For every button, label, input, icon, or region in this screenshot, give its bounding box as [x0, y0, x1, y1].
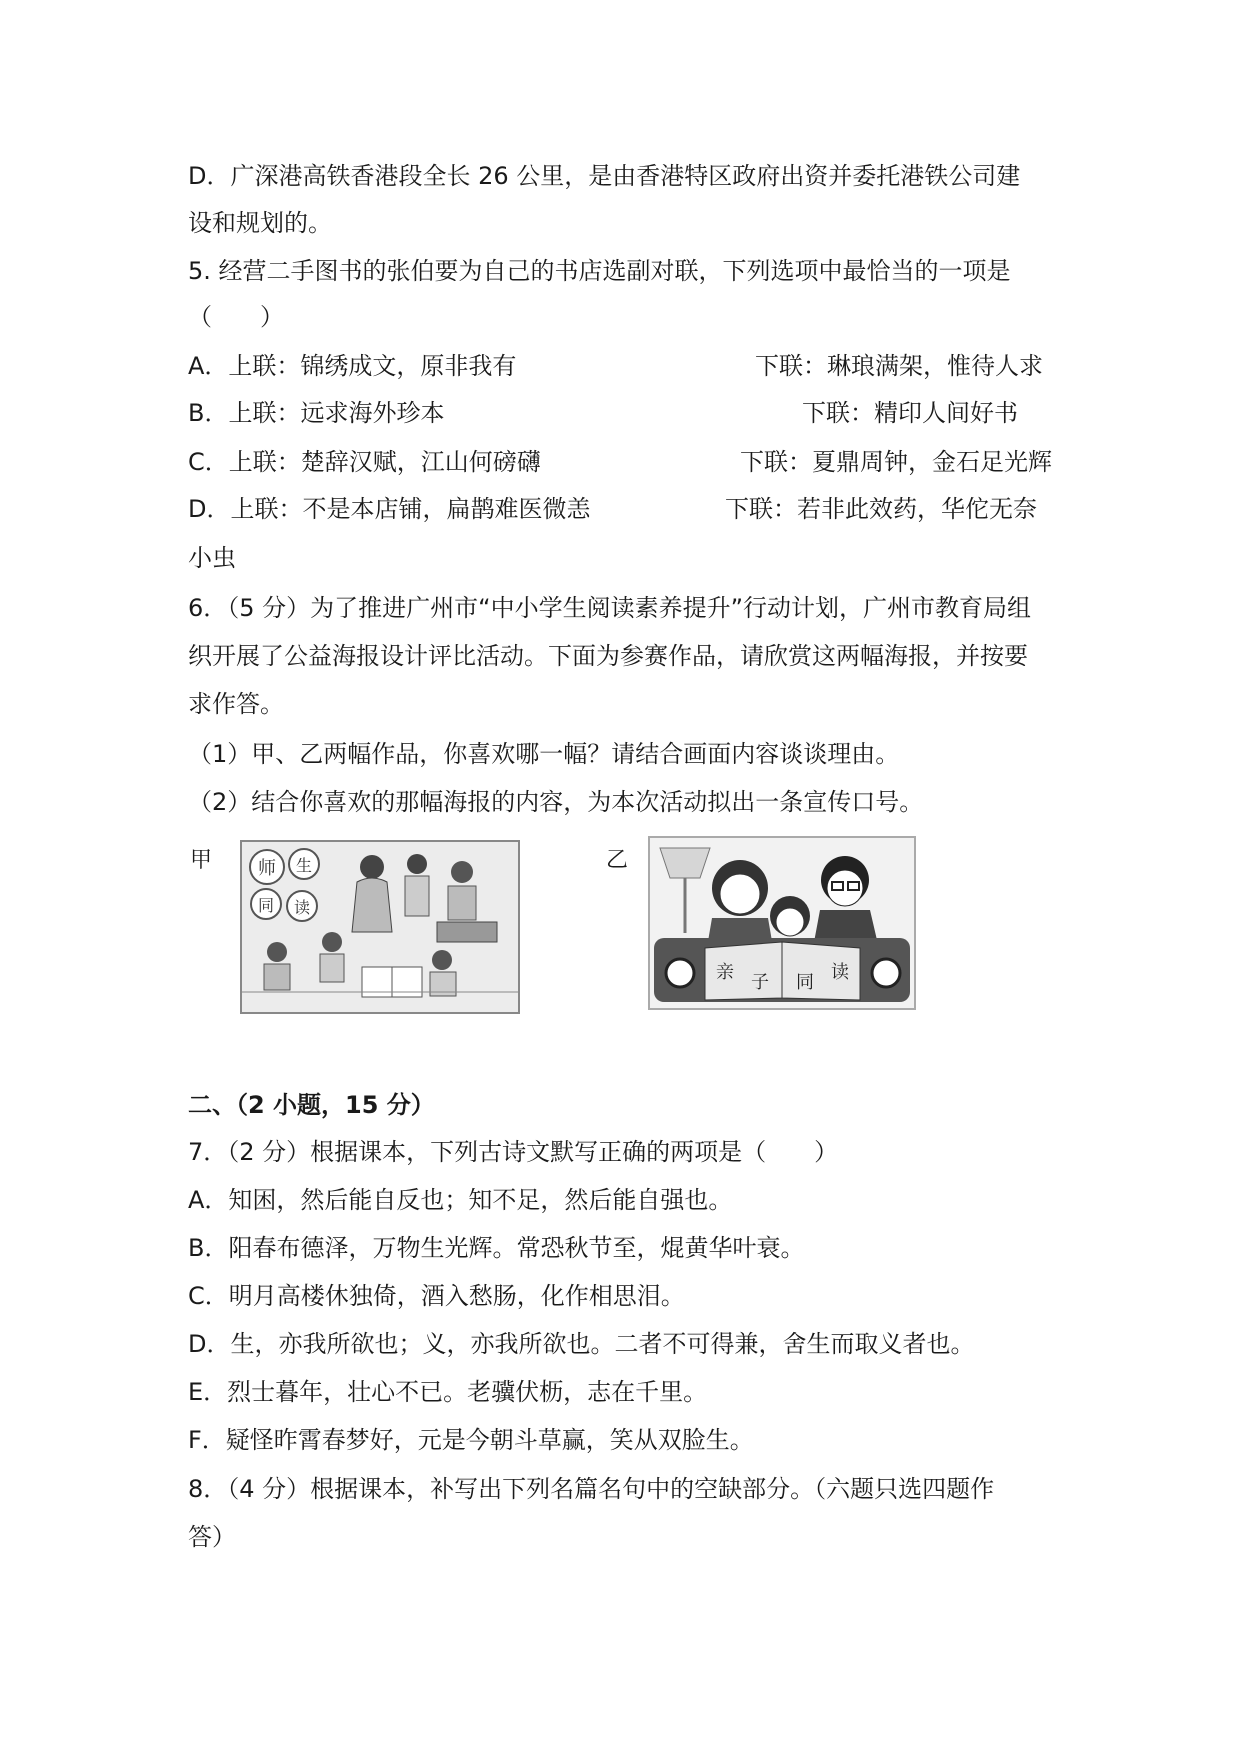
q5-option-b-left: B．上联：远求海外珍本	[188, 399, 445, 427]
q7-option-b: B．阳春布德泽，万物生光辉。常恐秋节至，焜黄华叶衰。	[188, 1234, 805, 1262]
q7-option-d: D．生，亦我所欲也；义，亦我所欲也。二者不可得兼，舍生而取义者也。	[188, 1330, 975, 1358]
q5-option-c-right: 下联：夏鼎周钟，金石足光辉	[740, 448, 1052, 476]
q5-option-b-right: 下联：精印人间好书	[802, 399, 1018, 427]
poster-a-char-4: 读	[293, 898, 311, 917]
q4-option-d-line1: D．广深港高铁香港段全长 26 公里，是由香港特区政府出资并委托港铁公司建	[188, 162, 1021, 190]
q5-option-a-left: A．上联：锦绣成文，原非我有	[188, 352, 517, 380]
q4-option-d-line2: 设和规划的。	[188, 209, 332, 237]
q6-stem-line1: 6．（5 分）为了推进广州市“中小学生阅读素养提升”行动计划，广州市教育局组	[188, 594, 1032, 622]
poster-b-char-4: 读	[831, 962, 849, 983]
q5-option-d-right: 下联：若非此效药，华佗无奈	[725, 495, 1037, 523]
q7-option-f: F．疑怪昨霄春梦好，元是今朝斗草赢，笑从双脸生。	[188, 1426, 754, 1454]
q5-option-d-wrap: 小虫	[188, 544, 236, 572]
q8-stem-line1: 8．（4 分）根据课本，补写出下列名篇名句中的空缺部分。（六题只选四题作	[188, 1475, 995, 1503]
q6-sub1: （1）甲、乙两幅作品，你喜欢哪一幅？请结合画面内容谈谈理由。	[188, 740, 900, 768]
q5-option-d-left: D．上联：不是本店铺，扁鹊难医微恙	[188, 495, 591, 523]
poster-b-label: 乙	[606, 848, 629, 873]
poster-a-char-3: 同	[257, 896, 275, 915]
q6-sub2: （2）结合你喜欢的那幅海报的内容，为本次活动拟出一条宣传口号。	[188, 788, 924, 816]
q8-stem-line2: 答）	[188, 1523, 236, 1551]
poster-b-char-1: 亲	[716, 962, 734, 983]
poster-b	[648, 836, 916, 1010]
poster-a-label: 甲	[190, 848, 213, 873]
q5-option-c-left: C．上联：楚辞汉赋，江山何磅礴	[188, 448, 541, 476]
q7-option-a: A．知困，然后能自反也；知不足，然后能自强也。	[188, 1186, 733, 1214]
poster-b-illustration	[650, 838, 914, 1008]
q7-stem: 7．（2 分）根据课本，下列古诗文默写正确的两项是（ ）	[188, 1138, 839, 1166]
q5-option-a-right: 下联：琳琅满架，惟待人求	[755, 352, 1043, 380]
q7-option-c: C．明月高楼休独倚，酒入愁肠，化作相思泪。	[188, 1282, 685, 1310]
poster-b-char-3: 同	[796, 972, 814, 993]
poster-a-char-2: 生	[295, 856, 313, 875]
q5-stem-line2: （ ）	[188, 303, 284, 331]
section2-heading: 二、（2 小题，15 分）	[188, 1091, 435, 1119]
poster-a-illustration	[242, 842, 518, 1012]
poster-b-char-2: 子	[751, 972, 769, 993]
poster-a	[240, 840, 520, 1014]
q5-stem-line1: 5. 经营二手图书的张伯要为自己的书店选副对联，下列选项中最恰当的一项是	[188, 257, 1011, 285]
q6-stem-line3: 求作答。	[188, 690, 284, 718]
poster-a-char-1: 师	[258, 858, 276, 879]
q6-stem-line2: 织开展了公益海报设计评比活动。下面为参赛作品，请欣赏这两幅海报，并按要	[188, 642, 1028, 670]
q7-option-e: E．烈士暮年，壮心不已。老骥伏枥，志在千里。	[188, 1378, 708, 1406]
